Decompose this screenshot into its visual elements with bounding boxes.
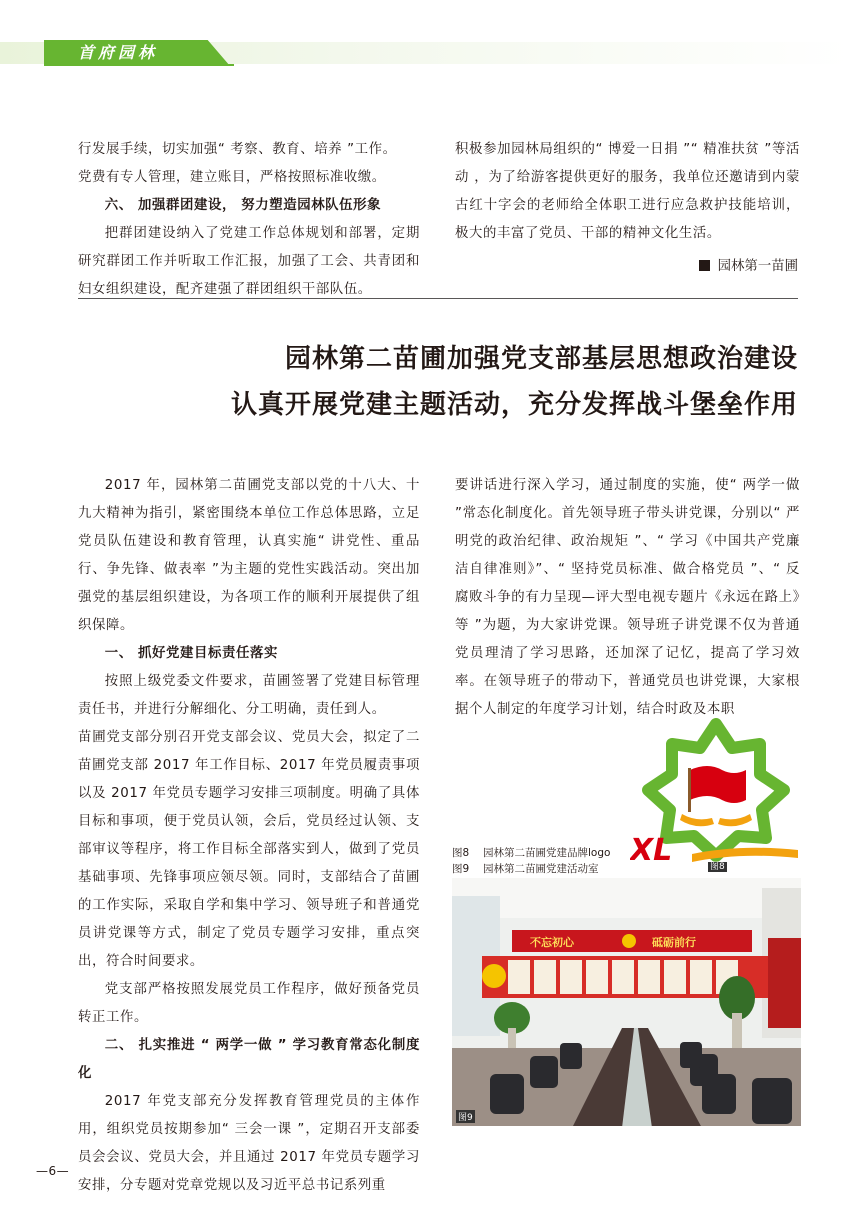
figure9-tag: 图9 bbox=[456, 1110, 475, 1123]
left-body-column bbox=[78, 472, 420, 1200]
article-title-line1: 园林第二苗圃加强党支部基层思想政治建设 bbox=[284, 344, 798, 374]
signature bbox=[699, 257, 798, 277]
section-heading: 六、 加强群团建设， 努力塑造园林队伍形象 bbox=[104, 198, 382, 213]
paragraph: 2017 年，园林第二苗圃党支部以党的十八大、十九大精神为指引，紧密围绕本单位工作总体思路，立足党员队伍建设和教育管理，认真实施“ 讲党性、重品行、争先锋、做表率 ”为主题的党性实践活动。突出加强党的基层组织建设，为各项工作的顺利开展提供了组织保障。 bbox=[78, 478, 420, 633]
caption-fig9: 图9 园林第二苗圃党建活动室 bbox=[452, 863, 599, 875]
caption-fig8: 图8 园林第二苗圃党建品牌logo bbox=[452, 847, 611, 859]
square-bullet-icon bbox=[699, 260, 710, 271]
section-heading: 二、 扎实推进 “ 两学一做 ” 学习教育常态化制度化 bbox=[78, 1038, 420, 1081]
right-body-column bbox=[455, 472, 800, 724]
page-number: —6— bbox=[36, 1164, 70, 1178]
logo-text: XL bbox=[630, 833, 673, 868]
party-brand-logo bbox=[630, 718, 802, 868]
magazine-title: 首府园林 bbox=[78, 43, 159, 62]
figure8-tag-text: 图8 bbox=[710, 862, 725, 872]
section-heading: 一、 抓好党建目标责任落实 bbox=[104, 646, 278, 661]
text-line: 行发展手续，切实加强“ 考察、教育、培养 ”工作。 bbox=[78, 142, 397, 157]
paragraph: 党支部严格按照发展党员工作程序，做好预备党员转正工作。 bbox=[78, 982, 420, 1025]
banner-right-text: 砥砺前行 bbox=[652, 936, 696, 949]
banner-left-text: 不忘初心 bbox=[530, 936, 574, 949]
divider-line bbox=[78, 298, 798, 299]
top-right-column bbox=[455, 136, 800, 248]
activity-room-photo bbox=[452, 878, 801, 1126]
top-left-column bbox=[78, 136, 420, 304]
header-underline bbox=[44, 64, 234, 66]
figure8-tag bbox=[708, 854, 727, 873]
signature-text: 园林第一苗圃 bbox=[717, 259, 798, 274]
paragraph: 要讲话进行深入学习，通过制度的实施，使“ 两学一做 ”常态化制度化。首先领导班子带头讲党课，分别以“ 严明党的政治纪律、政治规矩 ”、“ 学习《中国共产党廉洁自律准则》”、“ 坚持党员标准、做合格党员 ”、“ 反腐败斗争的有力呈现—评大型电视专题片《永远在路上》等 ”为题，为大家讲党课。领导班子讲党课不仅为普通党员理清了学习思路，还加深了记忆，提高了学习效率。在领导班子的带动下，普通党员也讲党课，大家根据个人制定的年度学习计划，结合时政及本职 bbox=[455, 478, 800, 717]
paragraph: 苗圃党支部分别召开党支部会议、党员大会，拟定了二苗圃党支部 2017 年工作目标、2017 年党员履责事项以及 2017 年党员专题学习安排三项制度。明确了具体目标和事项，便于党员认领，会后，党员经过认领、支部审议等程序，将工作目标全部落实到人，做到了党员基础事项、先锋事项应领尽领。同时，支部结合了苗圃的工作实际，采取自学和集中学习、领导班子和普通党员讲党课等方式，制定了党员专题学习安排，重点突出，符合时间要求。 bbox=[78, 730, 420, 969]
logo-graphic bbox=[630, 718, 802, 868]
paragraph: 2017 年党支部充分发挥教育管理党员的主体作用，组织党员按期参加“ 三会一课 ”，定期召开支部委员会会议、党员大会，并且通过 2017 年党员专题学习安排，分专题对党章党规以及习近平总书记系列重 bbox=[78, 1094, 420, 1193]
text-line: 党费有专人管理，建立账目，严格按照标准收缴。 bbox=[78, 170, 386, 185]
paragraph: 积极参加园林局组织的“ 博爱一日捐 ”“ 精准扶贫 ”等活动 ，为了给游客提供更好的服务，我单位还邀请到内蒙古红十字会的老师给全体职工进行应急救护技能培训，极大的丰富了党员、干部的精神文化生活。 bbox=[455, 142, 800, 241]
article-title-line2: 认真开展党建主题活动，充分发挥战斗堡垒作用 bbox=[230, 390, 798, 420]
paragraph: 按照上级党委文件要求，苗圃签署了党建目标管理责任书，并进行分解细化、分工明确，责任到人。 bbox=[78, 674, 420, 717]
paragraph: 把群团建设纳入了党建工作总体规划和部署，定期研究群团工作并听取工作汇报，加强了工会、共青团和妇女组织建设，配齐建强了群团组织干部队伍。 bbox=[78, 226, 420, 297]
room-illustration bbox=[452, 878, 801, 1126]
